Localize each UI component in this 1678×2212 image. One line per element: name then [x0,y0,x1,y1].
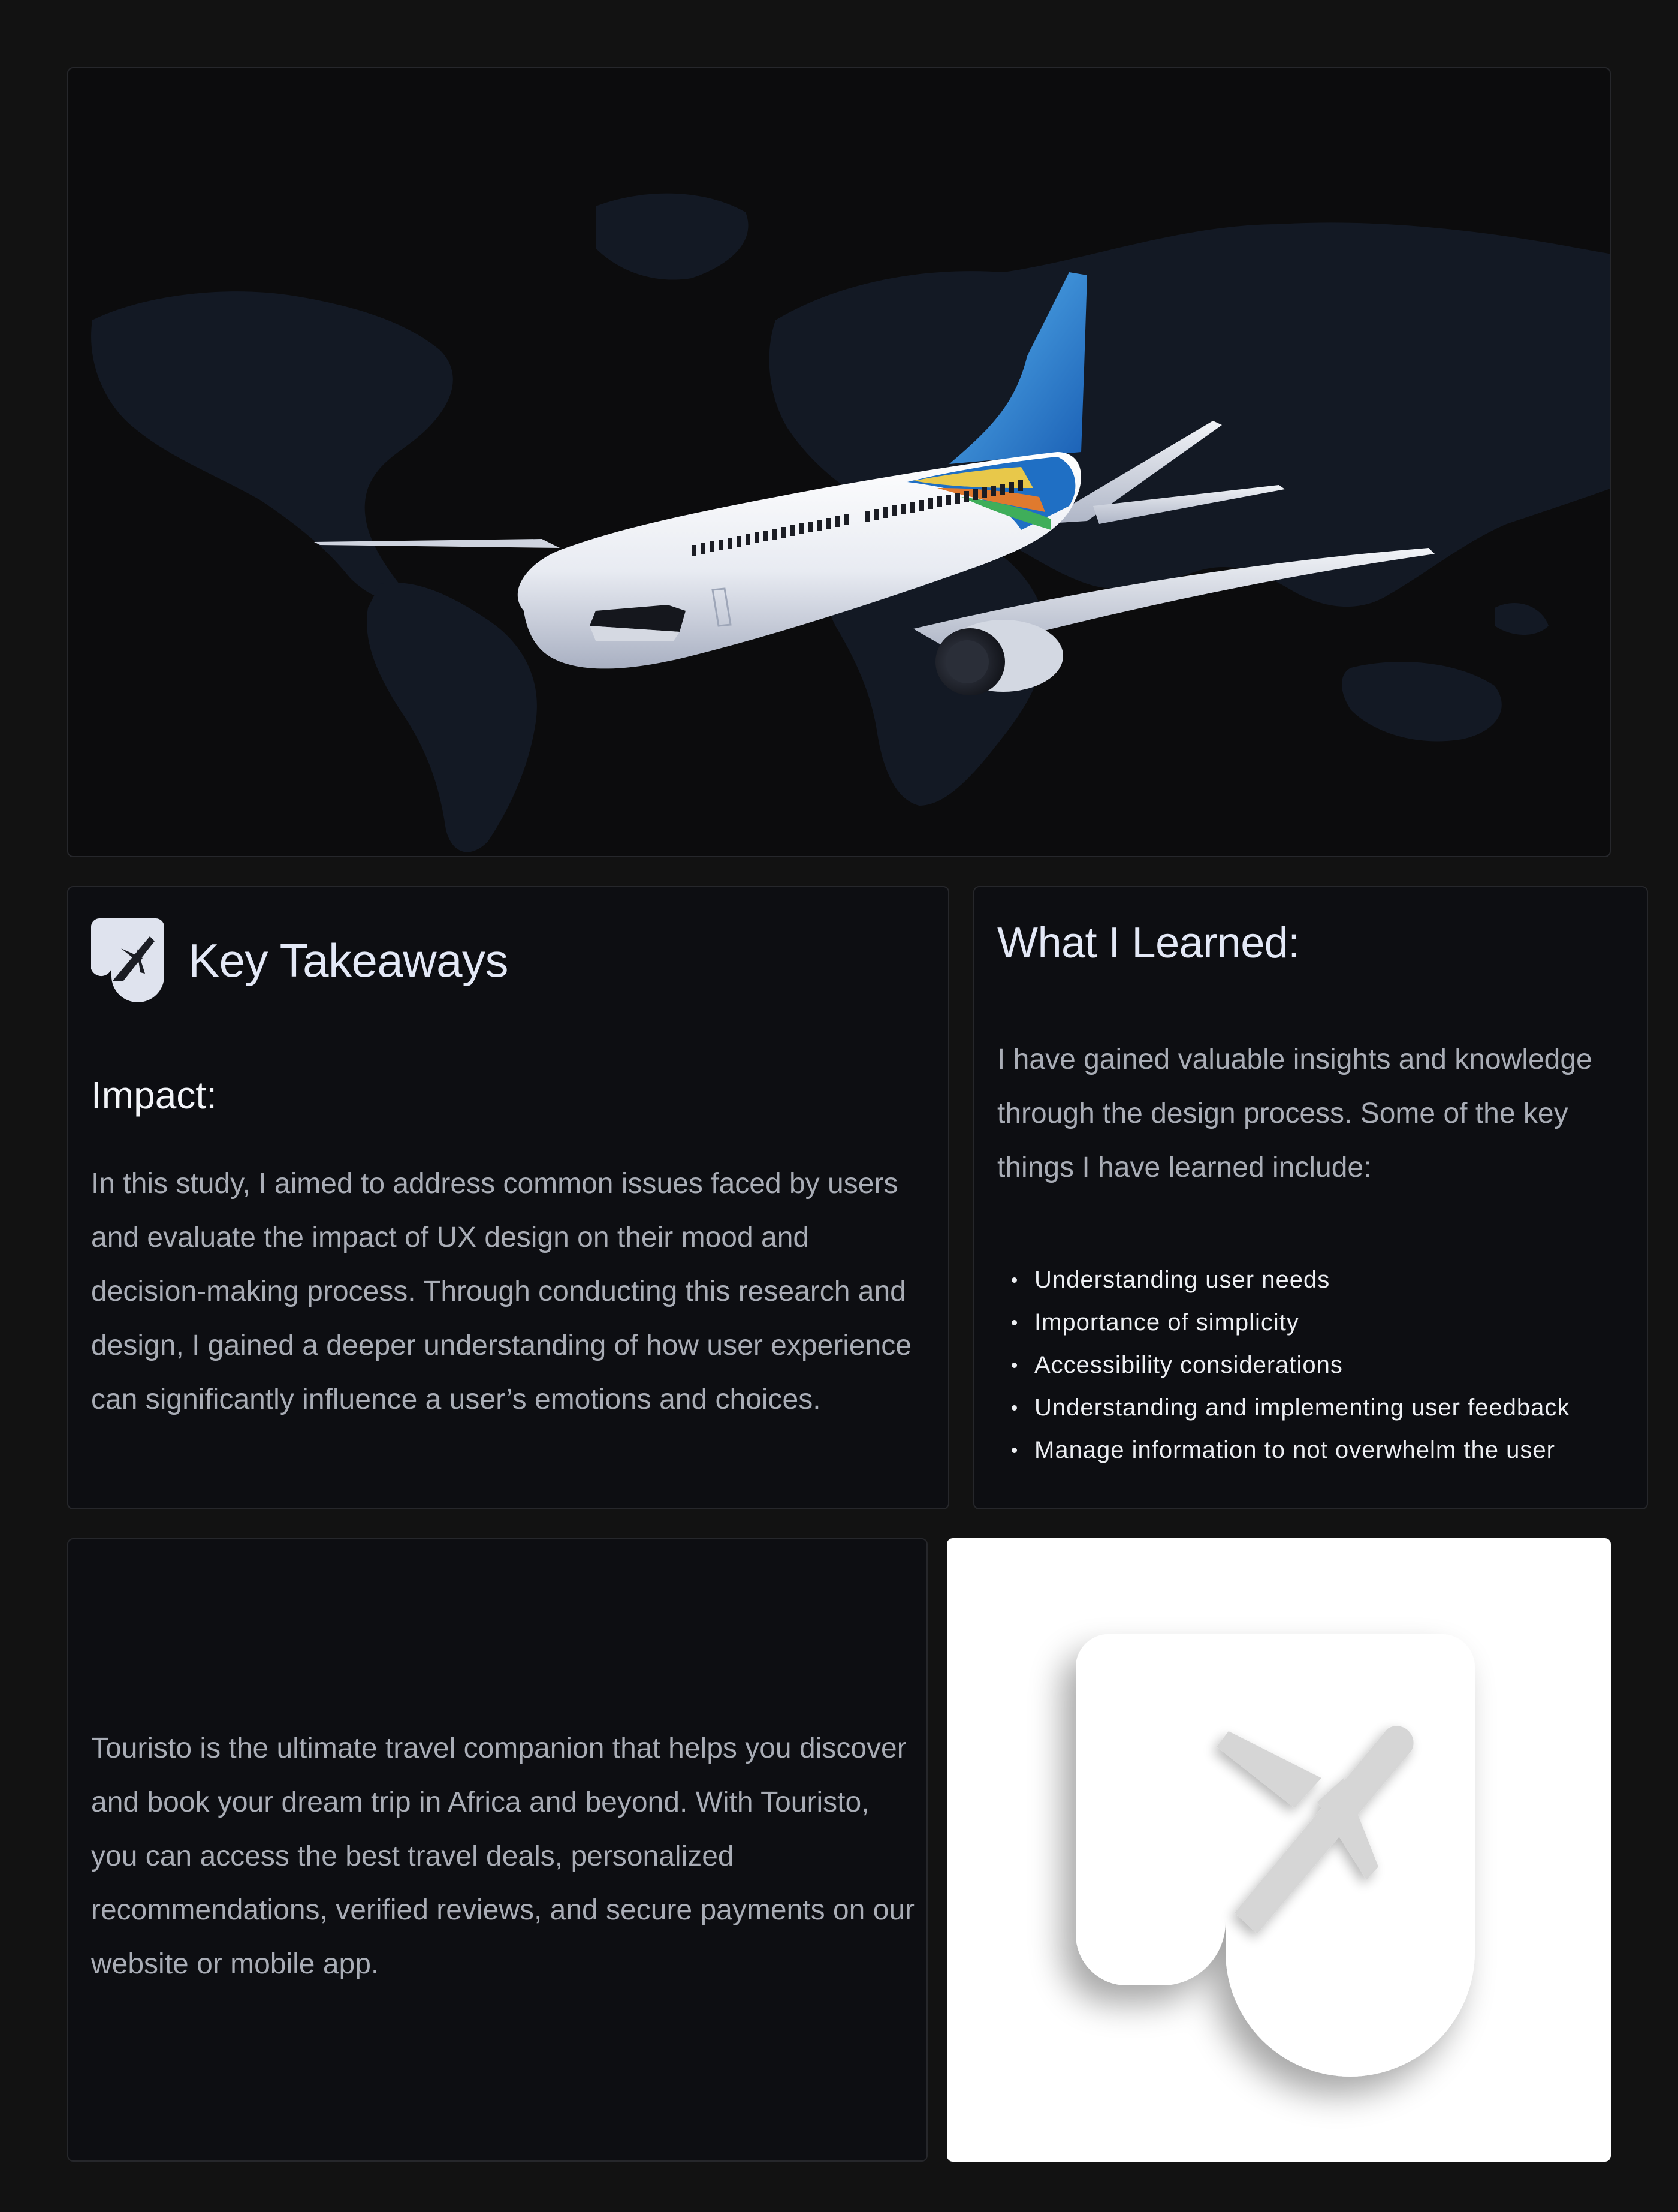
bullet-icon [1012,1363,1017,1368]
key-takeaways-card [67,886,949,1509]
what-i-learned-card [973,886,1648,1509]
about-touristo-card [67,1538,928,2162]
list-item-label: Accessibility considerations [1034,1352,1343,1378]
key-takeaways-title: Key Takeaways [188,933,509,987]
list-item [997,1301,1570,1344]
what-i-learned-heading: What I Learned: [997,919,1300,967]
bullet-icon [1012,1448,1017,1453]
list-item-label: Understanding user needs [1034,1267,1330,1293]
bullet-icon [1012,1320,1017,1325]
about-touristo-text: Touristo is the ultimate travel companion that helps you discover and book your dream trip in Africa and beyond. With Touristo, you can access the best travel deals, personalized recommendations, verified reviews, and secure payments on our website or mobile app. [91,1732,915,1980]
touristo-logo-card [947,1538,1611,2162]
list-item-label: Understanding and implementing user feedback [1034,1394,1570,1421]
list-item [997,1344,1570,1387]
list-item-label: Importance of simplicity [1034,1309,1299,1336]
bullet-icon [1012,1405,1017,1411]
what-i-learned-intro: I have gained valuable insights and knowledge through the design process. Some of the key things I have learned include: [997,1044,1592,1183]
impact-heading: Impact: [91,1074,217,1117]
learned-list [997,1259,1570,1472]
airplane-over-world-map-image [68,68,1611,857]
list-item [997,1387,1570,1429]
hero-image-card [67,67,1611,857]
touristo-plane-logo-icon [947,1538,1611,2162]
list-item [997,1429,1570,1472]
list-item-label: Manage information to not overwhelm the user [1034,1437,1555,1463]
bullet-icon [1012,1277,1017,1283]
impact-text: In this study, I aimed to address common issues faced by users and evaluate the impact of UX design on their mood and decision-making process. Through conducting this research and design, I gained a deeper understanding of how user experience can significantly influence a user’s emotions and choices. [91,1168,912,1415]
list-item [997,1259,1570,1301]
key-takeaways-header [91,918,508,1002]
touristo-plane-logo-icon [91,918,164,1002]
